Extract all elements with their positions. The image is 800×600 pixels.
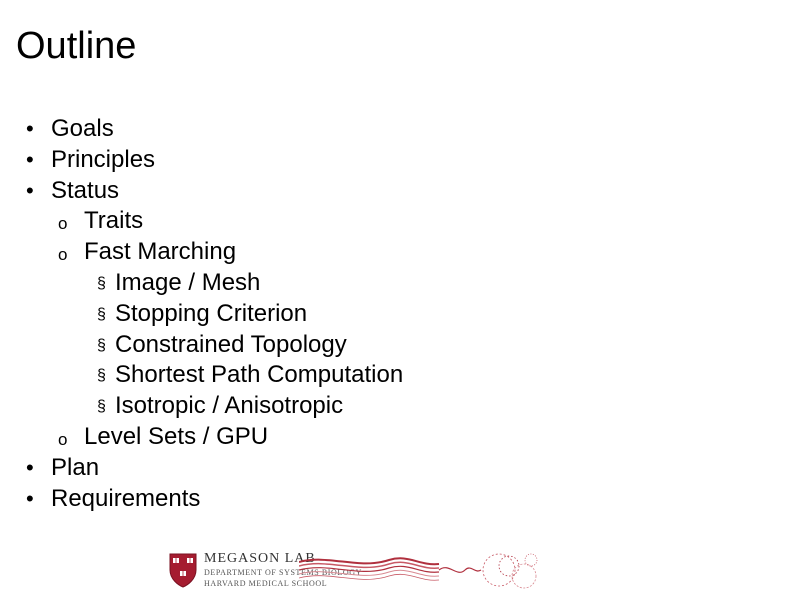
harvard-shield-icon bbox=[168, 552, 198, 588]
sub-list-item bbox=[0, 422, 700, 453]
slide-title: Outline bbox=[16, 25, 137, 67]
decorative-swirl-icon bbox=[299, 548, 544, 592]
sub-list-item bbox=[0, 237, 700, 268]
lab-name: MEGASON LAB bbox=[204, 551, 316, 566]
bullet-marker: • bbox=[26, 485, 34, 511]
list-item-text: Fast Marching bbox=[84, 238, 237, 266]
bullet-marker: • bbox=[26, 116, 34, 141]
list-item-text: Shortest Path Computation bbox=[115, 361, 404, 389]
list-item bbox=[0, 145, 700, 176]
sub-list-item bbox=[0, 206, 700, 237]
list-item-text: Level Sets / GPU bbox=[84, 422, 269, 450]
bullet-marker: o bbox=[58, 245, 68, 265]
outline-list bbox=[0, 114, 700, 514]
bullet-marker: § bbox=[97, 274, 106, 292]
sub-sub-list-item bbox=[0, 299, 700, 330]
sub-sub-list-item bbox=[0, 330, 700, 361]
bullet-marker: • bbox=[26, 177, 34, 203]
lab-logo bbox=[164, 548, 544, 592]
list-item-text: Plan bbox=[51, 453, 100, 481]
list-item-text: Principles bbox=[51, 145, 156, 173]
list-item bbox=[0, 484, 700, 515]
list-item bbox=[0, 176, 700, 207]
sub-sub-list-item bbox=[0, 360, 700, 391]
list-item-text: Image / Mesh bbox=[115, 268, 261, 296]
list-item-text: Constrained Topology bbox=[115, 330, 347, 358]
list-item-text: Requirements bbox=[51, 484, 201, 512]
lab-department: DEPARTMENT OF SYSTEMS BIOLOGY bbox=[204, 568, 363, 577]
bullet-marker: § bbox=[97, 336, 106, 354]
bullet-marker: § bbox=[97, 305, 106, 323]
bullet-marker: § bbox=[97, 367, 106, 385]
list-item-text: Traits bbox=[84, 207, 144, 235]
lab-school: HARVARD MEDICAL SCHOOL bbox=[204, 579, 328, 588]
sub-sub-list-item bbox=[0, 391, 700, 422]
list-item-text: Status bbox=[51, 176, 120, 204]
list-item-text: Goals bbox=[51, 115, 114, 142]
list-item-text: Isotropic / Anisotropic bbox=[115, 392, 344, 420]
list-item bbox=[0, 453, 700, 484]
bullet-marker: o bbox=[58, 214, 68, 234]
bullet-marker: o bbox=[58, 429, 68, 449]
bullet-marker: § bbox=[97, 398, 106, 416]
list-item-text: Stopping Criterion bbox=[115, 299, 308, 327]
list-item bbox=[0, 114, 700, 145]
bullet-marker: • bbox=[26, 454, 34, 480]
sub-sub-list-item bbox=[0, 268, 700, 299]
bullet-marker: • bbox=[26, 146, 34, 172]
